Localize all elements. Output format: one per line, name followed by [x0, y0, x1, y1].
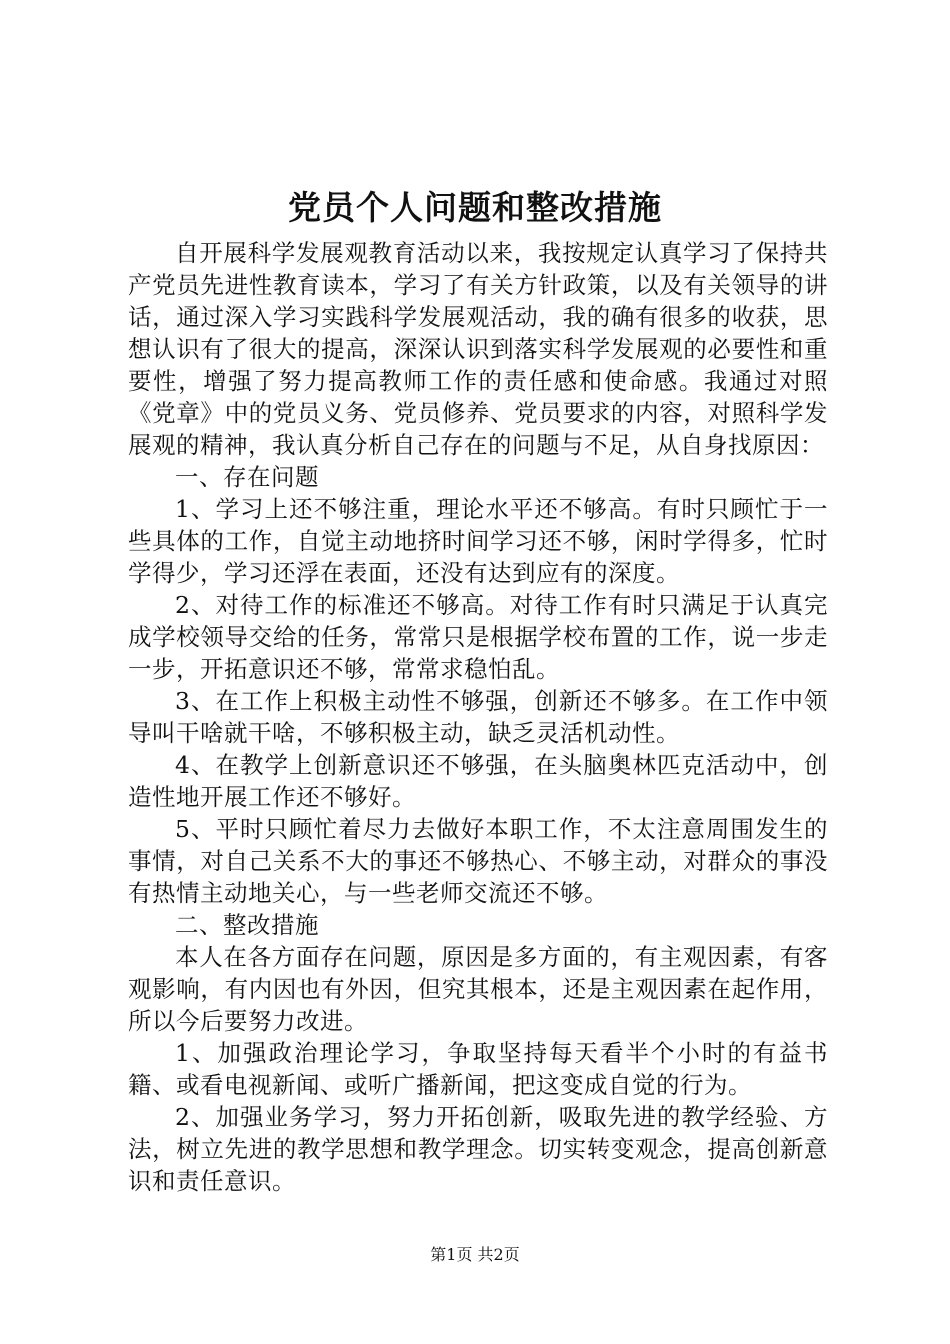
page-footer: 第1页 共2页: [430, 1245, 520, 1264]
paragraph-problem-5: 5、平时只顾忙着尽力去做好本职工作，不太注意周围发生的事情，对自己关系不大的事还不够热心、不够主动，对群众的事没有热情主动地关心，与一些老师交流还不够。: [128, 815, 828, 907]
paragraph-problem-3: 3、在工作上积极主动性不够强，创新还不够多。在工作中领导叫干啥就干啥，不够积极主动，缺乏灵活机动性。: [128, 687, 828, 747]
section-heading-problems: 一、存在问题: [175, 463, 319, 491]
paragraph-measure-2: 2、加强业务学习，努力开拓创新，吸取先进的教学经验、方法，树立先进的教学思想和教学理念。切实转变观念，提高创新意识和责任意识。: [128, 1103, 828, 1195]
section-heading-measures: 二、整改措施: [175, 911, 319, 939]
paragraph-problem-4: 4、在教学上创新意识还不够强，在头脑奥林匹克活动中，创造性地开展工作还不够好。: [128, 751, 828, 811]
document-body: [128, 237, 828, 1197]
page-title: 党员个人问题和整改措施: [288, 188, 662, 227]
paragraph-intro: 自开展科学发展观教育活动以来，我按规定认真学习了保持共产党员先进性教育读本，学习了有关方针政策，以及有关领导的讲话，通过深入学习实践科学发展观活动，我的确有很多的收获，思想认识有了很大的提高，深深认识到落实科学发展观的必要性和重要性，增强了努力提高教师工作的责任感和使命感。我通过对照《党章》中的党员义务、党员修养、党员要求的内容，对照科学发展观的精神，我认真分析自己存在的问题与不足，从自身找原因：: [128, 239, 828, 459]
paragraph-problem-2: 2、对待工作的标准还不够高。对待工作有时只满足于认真完成学校领导交给的任务，常常只是根据学校布置的工作，说一步走一步，开拓意识还不够，常常求稳怕乱。: [128, 591, 828, 683]
paragraph-problem-1: 1、学习上还不够注重，理论水平还不够高。有时只顾忙于一些具体的工作，自觉主动地挤时间学习还不够，闲时学得多，忙时学得少，学习还浮在表面，还没有达到应有的深度。: [128, 495, 828, 587]
paragraph-measure-1: 1、加强政治理论学习，争取坚持每天看半个小时的有益书籍、或看电视新闻、或听广播新闻，把这变成自觉的行为。: [128, 1039, 828, 1099]
paragraph-measures-intro: 本人在各方面存在问题，原因是多方面的，有主观因素，有客观影响，有内因也有外因，但究其根本，还是主观因素在起作用，所以今后要努力改进。: [128, 943, 828, 1035]
